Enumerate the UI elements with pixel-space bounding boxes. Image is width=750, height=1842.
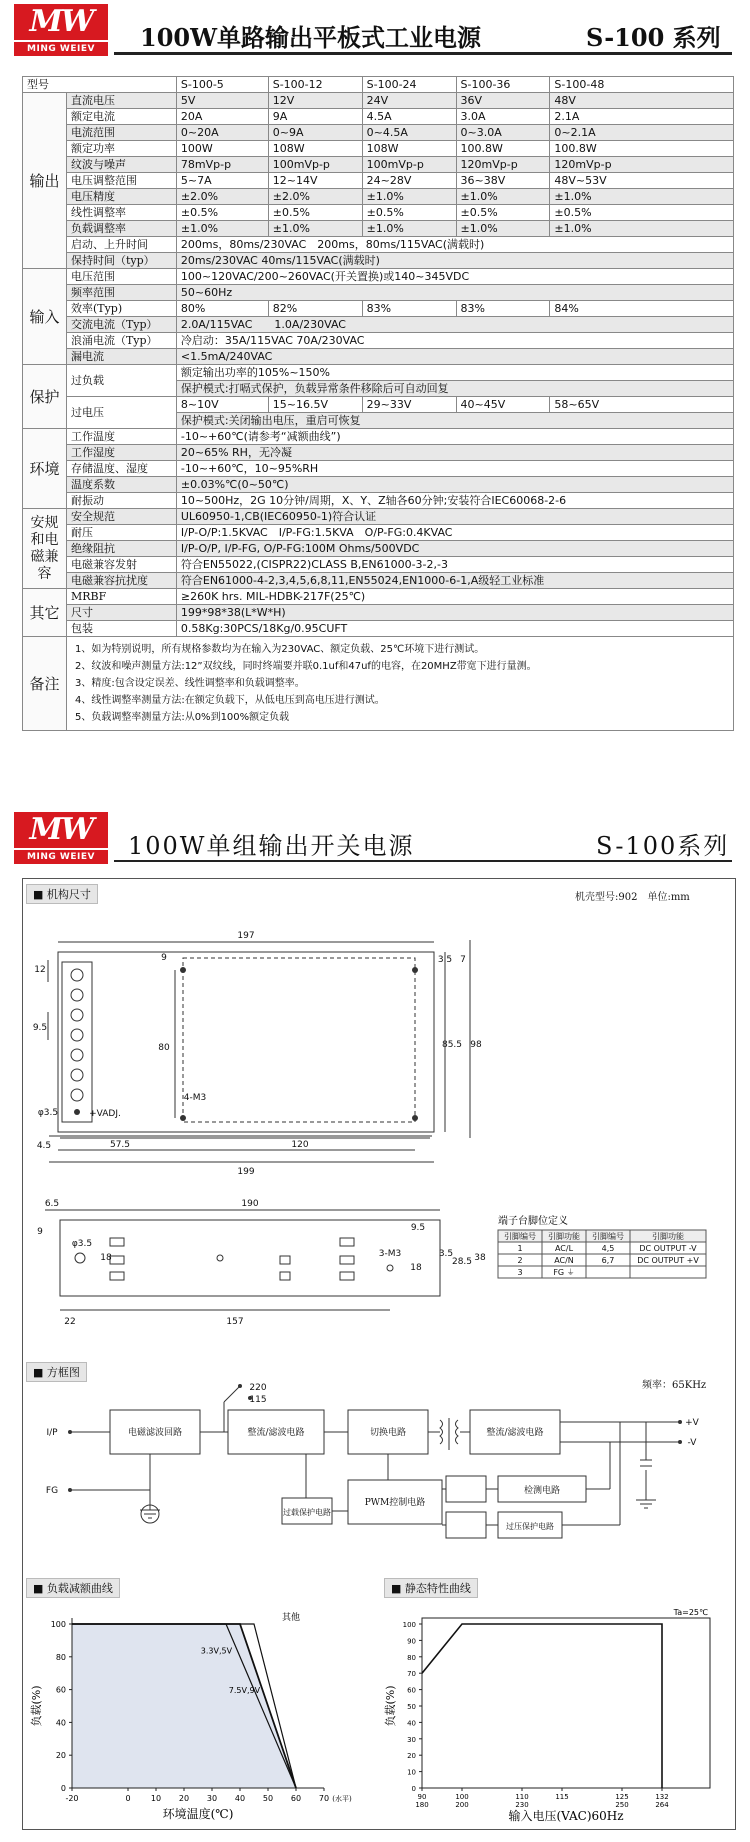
inrush-value: 冷启动：35A/115VAC 70A/230VAC [176,333,733,349]
spec-value: ±1.0% [362,221,456,237]
note-line: 4、线性调整率测量方法:在额定负载下，从低电压到高电压进行测试。 [74,695,385,706]
pack-label: 包装 [66,621,176,637]
safety-value: UL60950-1,CB(IEC60950-1)符合认证 [176,509,733,525]
y-tick-label: 50 [407,1703,416,1711]
group-env: 环境 [23,429,67,509]
spec-value: 2.1A [550,109,734,125]
derating-area [72,1624,296,1788]
spec-value: 3.0A [456,109,550,125]
switch-label: 切换电路 [369,1428,407,1438]
spec-label: 线性调整率 [66,205,176,221]
notes-cell [66,637,733,731]
static-chart [380,1600,734,1825]
x-tick-label: 50 [262,1794,274,1803]
brand-logo-2 [14,812,108,864]
spec-value: ±1.0% [362,189,456,205]
series-title: S-100 系列 [586,23,721,52]
spec-value: 36V [456,93,550,109]
static-section-title: ■ 静态特性曲线 [384,1578,478,1598]
terminal-cell-text: 4,5 [601,1244,615,1253]
iso-label: 绝缘阻抗 [66,541,176,557]
mech-section-title: ■ 机构尺寸 [26,884,98,904]
x-tick-label: 20 [178,1794,190,1803]
y-tick-label: 70 [407,1670,416,1679]
x-tick-label-top: 115 [555,1793,569,1801]
freq-value: 50~60Hz [176,285,733,301]
v115-label: 115 [249,1395,267,1405]
model-label: 型号 [23,77,177,93]
dim-85-5: 85.5 [441,1040,463,1050]
dim-side-18a: 18 [100,1253,112,1263]
spec-label: 电流范围 [66,125,176,141]
spec-value: ±2.0% [176,189,268,205]
dim-57-5: 57.5 [109,1140,131,1150]
dim-7: 7 [460,955,466,965]
withstand-label: 耐压 [66,525,176,541]
eff-value: 80% [176,301,268,317]
terminal-cell-text: FG ⏚ [553,1268,575,1277]
ip-label: I/P [46,1428,58,1438]
note-line: 1、如为特别说明，所有规格参数均为在输入为230VAC、额定负载、25℃环境下进行测试。 [74,644,485,655]
spec-value: 48V~53V [550,173,734,189]
spec-value: 0~4.5A [362,125,456,141]
x-tick-label: 60 [290,1794,302,1803]
vplus-label: +V [685,1418,699,1428]
overload-label: 过负载 [66,365,176,397]
logo-mark: MW [14,4,108,40]
logo-subtext-2: MING WEIEV [14,850,108,864]
spec-value: ±1.0% [268,221,362,237]
spec-value: 24V [362,93,456,109]
terminal-title: 端子台脚位定义 [498,1216,568,1227]
ovp-value: 8~10V [176,397,268,413]
spec-value: 24~28V [362,173,456,189]
ovp-value: 40~45V [456,397,550,413]
spec-value: 0~3.0A [456,125,550,141]
spec-value: 0~2.1A [550,125,734,141]
terminal-cell-text: 3 [517,1268,523,1277]
vminus-label: -V [687,1438,697,1448]
y-tick-label: 40 [55,1718,66,1728]
y-tick-label: 40 [407,1719,416,1728]
spec-value: 100.8W [550,141,734,157]
dim-157: 157 [226,1317,244,1327]
header-2 [0,808,750,866]
x-axis-label: 输入电压(VAC)60Hz [508,1809,624,1823]
rectifier-label-2: 整流/滤波电路 [486,1428,544,1438]
note-line: 2、纹波和噪声测量方法:12”双纹线，同时终端要并联0.1uf和47uf的电容，在20MHZ带宽下进行量测。 [74,661,537,672]
spec-value: 120mVp-p [456,157,550,173]
x-axis-label: 环境温度(℃) [162,1807,234,1821]
ac-current-value: 2.0A/115VAC 1.0A/230VAC [176,317,733,333]
logo-mark-2: MW [14,812,108,848]
top-view-outline [58,952,434,1132]
spec-label: 纹波与噪声 [66,157,176,173]
x-tick-label: 0 [125,1794,131,1803]
mtbf-label: MRBF [66,589,176,605]
group-input: 输入 [23,269,67,365]
x-tick-label-bottom: 264 [655,1801,669,1809]
spec-value: ±0.5% [456,205,550,221]
detect-label: 检测电路 [523,1486,561,1496]
terminal-cell [630,1266,706,1278]
size-label: 尺寸 [66,605,176,621]
terminal-block [62,962,92,1122]
ovp-label: 过压保护电路 [506,1522,554,1531]
terminal-cell-text: 引脚编号 [504,1232,536,1241]
plot-frame [422,1618,710,1788]
terminal-cell-text: AC/N [554,1256,574,1265]
ocp-label: 过载保护电路 [283,1508,331,1517]
group-output: 输出 [23,93,67,269]
vib-value: 10~500Hz，2G 10分钟/周期，X、Y、Z轴各60分钟;安装符合IEC60068-2-6 [176,493,733,509]
spec-value: ±0.5% [550,205,734,221]
dim-190: 190 [241,1199,259,1209]
mtbf-value: ≥260K hrs. MIL-HDBK-217F(25℃) [176,589,733,605]
dim-80: 80 [158,1043,170,1053]
dim-4-m3: 4-M3 [183,1093,207,1103]
pack-value: 0.58Kg:30PCS/18Kg/0.95CUFT [176,621,733,637]
spec-value: ±1.0% [456,221,550,237]
spec-value: 5~7A [176,173,268,189]
terminal-screws [71,967,418,1121]
opto-1 [446,1476,486,1502]
pwm-label: PWM控制电路 [364,1498,426,1508]
spec-value: 108W [268,141,362,157]
x-tick-label-top: 125 [615,1793,629,1801]
safety-label: 安全规范 [66,509,176,525]
spec-value: ±0.5% [362,205,456,221]
terminal-cell-text: AC/L [554,1244,574,1253]
terminal-cell-text: DC OUTPUT +V [637,1256,699,1265]
dim-4-5: 4.5 [36,1141,52,1151]
x-tick-label-bottom: 230 [515,1801,529,1809]
spec-value: 12~14V [268,173,362,189]
x-tick-label: 40 [234,1794,246,1803]
ovp-value: 58~65V [550,397,734,413]
dim-side-phi: φ3.5 [71,1239,93,1249]
iso-value: I/P-O/P, I/P-FG, O/P-FG:100M Ohms/500VDC [176,541,733,557]
startup-label: 启动、上升时间 [66,237,176,253]
dim-side-9-5: 9.5 [410,1223,426,1233]
x-tick-label-bottom: 250 [615,1801,629,1809]
dim-6-5: 6.5 [44,1199,60,1209]
model-name: S-100-48 [550,77,734,93]
dim-197: 197 [237,931,255,941]
dim-phi-3-5: φ3.5 [37,1108,59,1118]
block-freq: 频率：65KHz [642,1380,707,1391]
dim-120: 120 [291,1140,309,1150]
x-tick-label-bottom: 200 [455,1801,469,1809]
spec-value: 120mVp-p [550,157,734,173]
y-axis-label: 负载(%) [384,1685,397,1727]
group-protect: 保护 [23,365,67,429]
dim-side-9: 9 [37,1227,43,1237]
x-tick-label: -20 [65,1794,79,1803]
group-other: 其它 [23,589,67,637]
spec-value: ±2.0% [268,189,362,205]
dim-12: 12 [34,965,46,975]
spec-label: 直流电压 [66,93,176,109]
spec-value: ±0.5% [176,205,268,221]
rectifier-label-1: 整流/滤波电路 [247,1428,305,1438]
inrush-label: 浪涌电流（Typ） [66,333,176,349]
terminal-cell-text: 引脚功能 [548,1232,580,1241]
page-title: 100W单路输出平板式工业电源 [140,23,482,52]
emi-value: 符合EN55022,(CISPR22)CLASS B,EN61000-3-2,-3 [176,557,733,573]
terminal-cell-text: 引脚功能 [652,1232,684,1241]
work-hum-value: 20~65% RH，无冷凝 [176,445,733,461]
spec-label: 负载调整率 [66,221,176,237]
x-tick-label-top: 90 [417,1793,427,1801]
v220-label: 220 [249,1383,267,1393]
ovp-mode: 保护模式:关闭输出电压，重启可恢复 [176,413,733,429]
x-unit-label: (水平) [332,1795,352,1803]
terminal-cell [586,1266,630,1278]
terminal-table [498,1230,706,1278]
spec-value: 4.5A [362,109,456,125]
ta-annotation: Ta=25℃ [673,1608,708,1617]
dim-38: 38 [474,1253,486,1263]
series-title-2: S-100系列 [596,832,730,860]
terminal-cell-text: 2 [517,1256,523,1265]
y-tick-label: 60 [55,1685,66,1695]
spec-value: 5V [176,93,268,109]
store-label: 存储温度、湿度 [66,461,176,477]
y-tick-label: 20 [55,1751,66,1761]
fg-label: FG [45,1486,59,1496]
y-tick-label: 10 [407,1768,416,1777]
overload-value-2: 保护模式:打嗝式保护，负载异常条件移除后可自动回复 [176,381,733,397]
overload-value-1: 额定输出功率的105%~150% [176,365,733,381]
terminal-cell-text: 6,7 [601,1256,615,1265]
group-safety: 安规和电磁兼容 [23,509,67,589]
leak-value: <1.5mA/240VAC [176,349,733,365]
spec-value: 100.8W [456,141,550,157]
eff-value: 83% [362,301,456,317]
logo-subtext: MING WEIEV [14,42,108,56]
ems-label: 电磁兼容抗扰度 [66,573,176,589]
ovp-label: 过电压 [66,397,176,429]
series-label-other: 其他 [282,1613,301,1623]
x-tick-label: 70 [318,1794,330,1803]
store-value: -10~+60℃，10~95%RH [176,461,733,477]
eff-value: 84% [550,301,734,317]
emi-filter-label: 电磁滤波回路 [127,1428,183,1438]
note-line: 3、精度:包含设定误差、线性调整率和负载调整率。 [74,678,305,689]
vib-label: 耐振动 [66,493,176,509]
spec-label: 电压精度 [66,189,176,205]
eff-value: 83% [456,301,550,317]
dim-22: 22 [64,1317,76,1327]
spec-label: 额定电流 [66,109,176,125]
ovp-value: 29~33V [362,397,456,413]
y-axis-label: 负载(%) [30,1685,43,1727]
dim-side-3-5: 3.5 [438,1249,454,1259]
y-tick-label: 0 [411,1785,416,1793]
spec-value: 9A [268,109,362,125]
ovp-value: 15~16.5V [268,397,362,413]
spec-value: 12V [268,93,362,109]
dim-side-18b: 18 [410,1263,422,1273]
x-tick-label-bottom: 180 [415,1801,429,1809]
spec-value: 100W [176,141,268,157]
dim-3-5: 3.5 [437,955,453,965]
terminal-cell-text: DC OUTPUT -V [639,1244,697,1253]
hold-label: 保持时间（typ） [66,253,176,269]
dim-9-5: 9.5 [32,1023,48,1033]
model-name: S-100-12 [268,77,362,93]
ems-value: 符合EN61000-4-2,3,4,5,6,8,11,EN55024,EN1000-6-1,A级轻工业标准 [176,573,733,589]
block-diagram [0,1380,750,1550]
y-tick-label: 30 [407,1735,416,1744]
spec-body [23,77,734,731]
dim-98: 98 [470,1040,482,1050]
dim-199: 199 [237,1167,255,1177]
hold-value: 20ms/230VAC 40ms/115VAC(满载时) [176,253,733,269]
derating-section-title: ■ 负载减额曲线 [26,1578,120,1598]
spec-value: 100mVp-p [362,157,456,173]
spec-label: 额定功率 [66,141,176,157]
terminal-cell-text: 引脚编号 [592,1232,624,1241]
y-tick-label: 90 [407,1637,416,1646]
header-underline [114,52,732,55]
x-tick-label: 10 [150,1794,162,1803]
spec-value: 78mVp-p [176,157,268,173]
spec-value: 36~38V [456,173,550,189]
group-notes: 备注 [23,637,67,731]
opto-2 [446,1512,486,1538]
spec-label: 电压调整范围 [66,173,176,189]
work-temp-value: -10~+60℃(请参考“减额曲线”) [176,429,733,445]
spec-value: ±1.0% [550,189,734,205]
size-value: 199*98*38(L*W*H) [176,605,733,621]
dim-28-5: 28.5 [451,1257,473,1267]
leak-label: 漏电流 [66,349,176,365]
dim-9: 9 [161,953,167,963]
y-tick-label: 80 [55,1652,66,1662]
page-title-2: 100W单组输出开关电源 [128,832,415,860]
model-name: S-100-5 [176,77,268,93]
note-line: 5、负载调整率测量方法:从0%到100%额定负载 [74,712,290,723]
top-view-inner [183,958,415,1122]
x-tick-label: 30 [206,1794,218,1803]
derating-chart [24,1600,364,1825]
tc-label: 温度系数 [66,477,176,493]
vrange-label: 电压范围 [66,269,176,285]
series-label-3v3: 3.3V,5V [200,1646,233,1656]
y-tick-label: 80 [407,1653,416,1662]
eff-value: 82% [268,301,362,317]
y-tick-label: 0 [60,1784,66,1793]
work-temp-label: 工作温度 [66,429,176,445]
header-1 [0,0,750,58]
spec-value: ±1.0% [550,221,734,237]
x-tick-label-top: 132 [655,1793,669,1801]
eff-label: 效率(Typ) [66,301,176,317]
spec-value: ±1.0% [456,189,550,205]
mechanical-drawing [0,900,750,1340]
dim-3-m3: 3-M3 [378,1249,402,1259]
block-section-title: ■ 方框图 [26,1362,87,1382]
spec-value: 48V [550,93,734,109]
spec-value: 20A [176,109,268,125]
x-tick-label-top: 110 [515,1793,529,1801]
tc-value: ±0.03%℃(0~50℃) [176,477,733,493]
work-hum-label: 工作湿度 [66,445,176,461]
spec-value: ±0.5% [268,205,362,221]
spec-table [22,76,734,731]
static-series-line [422,1624,662,1788]
vrange-value: 100~120VAC/200~260VAC(开关置换)或140~345VDC [176,269,733,285]
x-tick-label-top: 100 [455,1793,469,1801]
freq-label: 频率范围 [66,285,176,301]
brand-logo [14,4,108,56]
y-tick-label: 100 [402,1621,416,1629]
spec-value: 108W [362,141,456,157]
ac-current-label: 交流电流（Typ） [66,317,176,333]
y-tick-label: 100 [50,1620,66,1629]
y-tick-label: 60 [407,1686,416,1695]
terminal-cell-text: 1 [517,1244,523,1253]
series-label-7v5: 7.5V,9V [228,1685,261,1695]
y-tick-label: 20 [407,1752,416,1761]
spec-value: 100mVp-p [268,157,362,173]
spec-value: 0~9A [268,125,362,141]
vadj-label: +VADJ. [89,1109,121,1119]
header-underline-2 [114,860,732,862]
spec-value: 0~20A [176,125,268,141]
startup-value: 200ms，80ms/230VAC 200ms，80ms/115VAC(满载时) [176,237,733,253]
case-note: 机壳型号:902 单位:mm [575,892,690,903]
model-name: S-100-36 [456,77,550,93]
spec-value: ±1.0% [176,221,268,237]
emi-label: 电磁兼容发射 [66,557,176,573]
model-name: S-100-24 [362,77,456,93]
withstand-value: I/P-O/P:1.5KVAC I/P-FG:1.5KVA O/P-FG:0.4KVAC [176,525,733,541]
